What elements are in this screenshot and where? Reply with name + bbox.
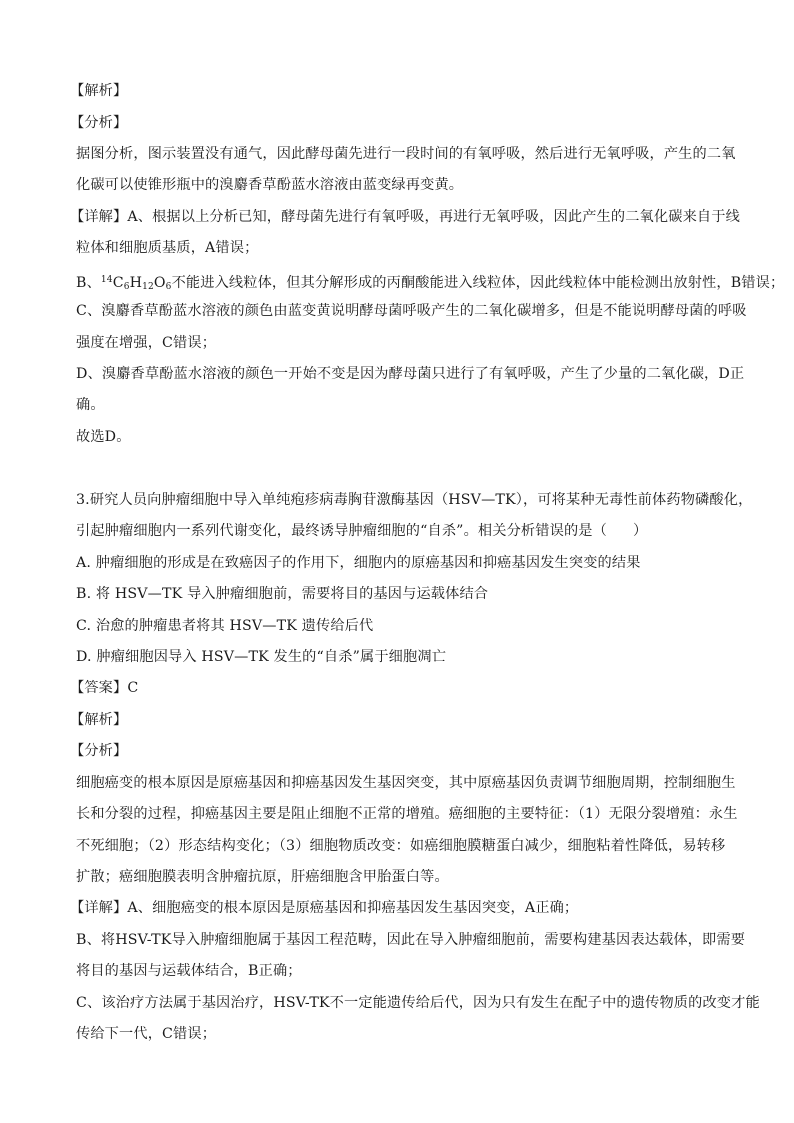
choice-line: 故选D。 — [76, 429, 131, 445]
option-d-explanation: 确。 — [76, 397, 105, 413]
section-heading-analysis: 【解析】 — [70, 712, 128, 728]
analysis-line: 扩散；癌细胞膜表明含肿瘤抗原，肝癌细胞含甲胎蛋白等。 — [76, 869, 449, 885]
option-c-explanation: 强度在增强，C错误； — [76, 335, 217, 351]
section-heading-analysis: 【解析】 — [70, 83, 128, 99]
option-d-explanation: D、溴麝香草酚蓝水溶液的颜色一开始不变是因为酵母菌只进行了有氧呼吸，产生了少量的二氧化碳，D正 — [76, 366, 745, 382]
analysis-line: 据图分析，图示装置没有通气，因此酵母菌先进行一段时间的有氧呼吸，然后进行无氧呼吸，产生的二氧 — [76, 146, 736, 162]
detail-line: 【详解】A、根据以上分析已知，酵母菌先进行有氧呼吸，再进行无氧呼吸，因此产生的二氧化碳来自于线 — [70, 209, 740, 225]
section-heading-breakdown: 【分析】 — [70, 743, 128, 759]
text-span: H — [129, 275, 143, 291]
detail-line: 【详解】A、细胞癌变的根本原因是原癌基因和抑癌基因发生基因突变，A正确； — [70, 900, 579, 916]
option-b: B. 将 HSV—TK 导入肿瘤细胞前，需要将目的基因与运载体结合 — [76, 586, 489, 602]
text-span: 不能进入线粒体，但其分解形成的丙酮酸能进入线粒体，因此线粒体中能检测出放射性，B错误； — [171, 275, 785, 291]
section-heading-breakdown: 【分析】 — [70, 115, 128, 131]
text-span: ） — [632, 523, 648, 539]
detail-line: 粒体和细胞质基质，A错误； — [76, 240, 259, 256]
analysis-line: 细胞癌变的根本原因是原癌基因和抑癌基因发生基因突变，其中原癌基因负责调节细胞周期，控制细胞生 — [76, 775, 736, 791]
analysis-line: 化碳可以使锥形瓶中的溴麝香草酚蓝水溶液由蓝变绿再变黄。 — [76, 177, 464, 193]
text-span: 引起肿瘤细胞内一系列代谢变化，最终诱导肿瘤细胞的“自杀”。相关分析错误的是（ — [76, 523, 607, 539]
option-c-explanation: C、溴麝香草酚蓝水溶液的颜色由蓝变黄说明酵母菌呼吸产生的二氧化碳增多，但是不能说明酵母菌的呼吸 — [76, 303, 747, 319]
answer-line: 【答案】C — [70, 680, 139, 696]
superscript: 14 — [100, 275, 113, 285]
option-b-explanation — [76, 270, 785, 297]
analysis-line: 不死细胞；（2）形态结构变化；（3）细胞物质改变：如癌细胞膜糖蛋白减少，细胞粘着性降低，易转移 — [76, 838, 726, 854]
analysis-line: 长和分裂的过程，抑癌基因主要是阻止细胞不正常的增殖。癌细胞的主要特征：（1）无限分裂增殖：永生 — [76, 806, 738, 822]
question-stem — [76, 521, 736, 541]
text-span: C — [112, 275, 124, 291]
text-span: B、 — [76, 275, 101, 291]
subscript: 12 — [142, 282, 154, 292]
detail-line: 传给下一代，C错误； — [76, 1026, 217, 1042]
option-d: D. 肿瘤细胞因导入 HSV—TK 发生的“自杀”属于细胞凋亡 — [76, 649, 447, 665]
question-stem: 3.研究人员向肿瘤细胞中导入单纯疱疹病毒胸苷激酶基因（HSV—TK），可将某种无毒性前体药物磷酸化， — [76, 492, 753, 508]
text-span: O — [153, 275, 166, 291]
option-a: A. 肿瘤细胞的形成是在致癌因子的作用下，细胞内的原癌基因和抑癌基因发生突变的结果 — [76, 555, 641, 571]
detail-line: B、将HSV-TK导入肿瘤细胞属于基因工程范畴，因此在导入肿瘤细胞前，需要构建基因表达载体，即需要 — [76, 932, 746, 948]
subscript: 6 — [165, 282, 172, 292]
subscript: 6 — [123, 282, 130, 292]
detail-line: 将目的基因与运载体结合，B正确； — [76, 963, 302, 979]
detail-line: C、该治疗方法属于基因治疗，HSV-TK不一定能遗传给后代，因为只有发生在配子中的遗传物质的改变才能 — [76, 995, 760, 1011]
option-c: C. 治愈的肿瘤患者将其 HSV—TK 遗传给后代 — [76, 618, 374, 634]
